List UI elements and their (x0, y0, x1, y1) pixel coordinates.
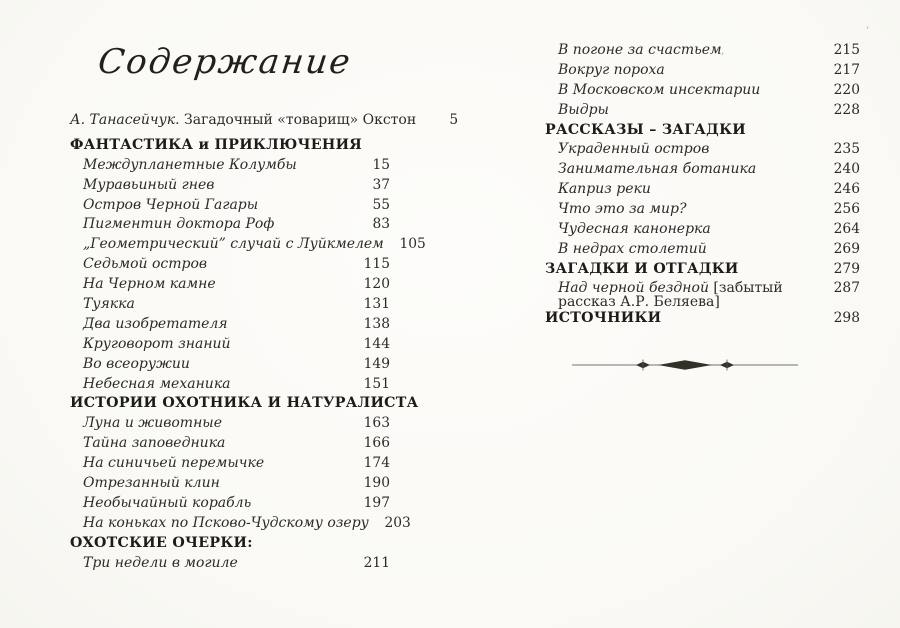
toc-entry (70, 336, 390, 356)
entry-title-text: На коньках по Псково-Чудскому озеру (83, 514, 369, 531)
toc-entry (545, 82, 860, 102)
page-number: 269 (833, 240, 860, 257)
toc-entry (70, 177, 390, 197)
page-number: 264 (833, 221, 860, 238)
entry-title-text: Каприз реки (558, 181, 651, 198)
page-number: 220 (833, 81, 860, 98)
toc-entry (545, 42, 860, 62)
toc-entry (545, 141, 860, 161)
toc-entry (70, 415, 390, 435)
section-header-text: ОХОТСКИЕ ОЧЕРКИ: (70, 534, 253, 551)
page-number: 217 (833, 61, 860, 78)
toc-entry (70, 316, 390, 336)
page-number: 15 (372, 156, 390, 173)
page-number: 144 (363, 335, 390, 352)
page-number: 163 (363, 415, 390, 432)
toc-entry (70, 197, 390, 217)
entry-title-text: Луна и животные (83, 415, 222, 432)
entry-title-text: Чудесная канонерка (558, 221, 711, 238)
entry-title-text: Остров Черной Гагары (83, 196, 259, 213)
toc-entry (70, 514, 411, 535)
page-number: 203 (384, 514, 411, 531)
entry-title-text: Междупланетные Колумбы (83, 156, 297, 173)
page-number: 105 (399, 236, 426, 253)
left-page (70, 0, 459, 574)
toc-entry-title (70, 112, 416, 128)
entry-title-text: Украденный остров (558, 141, 710, 158)
toc-entry (545, 161, 860, 181)
toc-entry (70, 356, 390, 376)
page-number: 115 (363, 256, 390, 273)
entry-title-text: Туякка (83, 296, 135, 313)
page-number: 120 (363, 276, 390, 293)
entry-title-text: Над черной бездной (558, 279, 709, 296)
page-number: 246 (833, 181, 860, 198)
toc-entry (545, 201, 860, 221)
entry-title-text: В погоне за счастьем (558, 42, 722, 58)
page-number: 174 (363, 455, 390, 472)
page-number: 298 (833, 309, 860, 326)
entry-title-text: Вокруг пороха (558, 61, 665, 78)
entry-title-text: Загадочный «товарищ» Окстон (184, 112, 417, 128)
toc-section-header (545, 122, 860, 142)
entry-title-text: В недрах столетий (558, 240, 707, 257)
left-toc-list (70, 112, 459, 574)
section-header-text: РАССКАЗЫ – ЗАГАДКИ (545, 121, 746, 138)
right-page (545, 42, 860, 372)
page-number: 215 (833, 42, 860, 58)
scan-speck: ’ (721, 52, 725, 63)
entry-title-text: „Геометрический” случай с Луйкмелем (83, 236, 384, 253)
entry-title-text: Седьмой остров (83, 256, 208, 273)
entry-title-text: Два изобретателя (83, 315, 228, 332)
page-number: 131 (363, 296, 390, 313)
page-number: 55 (372, 196, 390, 213)
toc-entry (70, 276, 390, 296)
entry-title-text: Пигментин доктора Роф (83, 216, 275, 233)
page-number: 37 (372, 176, 390, 193)
toc-entry (70, 157, 390, 177)
entry-title-text: Занимательная ботаника (558, 161, 757, 178)
entry-title-text: Тайна заповедника (83, 435, 226, 452)
section-header-text: ФАНТАСТИКА и ПРИКЛЮЧЕНИЯ (70, 136, 363, 153)
toc-title: Содержание (95, 42, 355, 82)
page-number: 235 (833, 141, 860, 158)
toc-entry (70, 435, 390, 455)
entry-title-text: Что это за мир? (558, 201, 687, 218)
page-number: 256 (833, 201, 860, 218)
toc-section-header (70, 137, 390, 157)
page-number: 151 (363, 375, 390, 392)
entry-title-text: В Московском инсектарии (558, 81, 761, 98)
toc-entry (70, 555, 390, 575)
entry-title-text: Необычайный корабль (83, 494, 252, 511)
page-number: 149 (363, 355, 390, 372)
toc-entry (545, 102, 860, 122)
divider-ornament (527, 358, 842, 372)
entry-title-text: Отрезанный клин (83, 475, 220, 492)
toc-entry-title (545, 281, 818, 310)
toc-section-header (70, 395, 419, 415)
toc-entry (545, 241, 860, 261)
page-number: 5 (449, 112, 459, 128)
toc-entry (545, 62, 860, 82)
toc-entry (70, 455, 390, 475)
scan-speck: ’ (866, 26, 870, 37)
toc-entry (70, 296, 390, 316)
entry-title-text: Три недели в могиле (83, 554, 238, 571)
entry-title-text: Круговорот знаний (83, 335, 231, 352)
page-number: 83 (372, 216, 390, 233)
page-number: 190 (363, 475, 390, 492)
section-header-text: ЗАГАДКИ И ОТГАДКИ (545, 260, 739, 277)
toc-entry (545, 281, 860, 310)
page-number: 279 (833, 260, 860, 277)
toc-entry (70, 216, 390, 236)
page-number: 287 (833, 279, 860, 296)
page-number: 166 (363, 435, 390, 452)
entry-author: А. Танасейчук. (70, 112, 180, 128)
section-header-text: ИСТОРИИ ОХОТНИКА И НАТУРАЛИСТА (70, 395, 419, 412)
entry-title-note: [забытый рассказ А.Р. Беляева] (558, 279, 783, 311)
entry-title-text: На синичьей перемычке (83, 455, 265, 472)
toc-entry (70, 256, 390, 276)
divider-fleuron-icon (570, 358, 800, 372)
page-number: 138 (363, 315, 390, 332)
entry-title-text: Выдры (558, 101, 609, 118)
toc-section-header (545, 261, 860, 281)
entry-title-text: Во всеоружии (83, 355, 190, 372)
toc-entry (70, 112, 459, 132)
toc-entry (70, 236, 426, 256)
toc-entry (545, 181, 860, 201)
page-number: 228 (833, 101, 860, 118)
toc-section-header (70, 535, 390, 555)
page-number: 197 (363, 494, 390, 511)
toc-section-header (545, 310, 860, 330)
page-number: 240 (833, 161, 860, 178)
entry-title-text: Небесная механика (83, 375, 231, 392)
entry-title-text: Муравьиный гнев (83, 176, 215, 193)
section-header-text: ИСТОЧНИКИ (545, 309, 662, 326)
right-toc-list (545, 42, 860, 330)
toc-entry (70, 376, 390, 396)
toc-entry (70, 495, 390, 515)
toc-entry (70, 475, 390, 495)
toc-entry (545, 221, 860, 241)
entry-title-text: На Черном камне (83, 276, 216, 293)
page-number: 211 (363, 554, 390, 571)
